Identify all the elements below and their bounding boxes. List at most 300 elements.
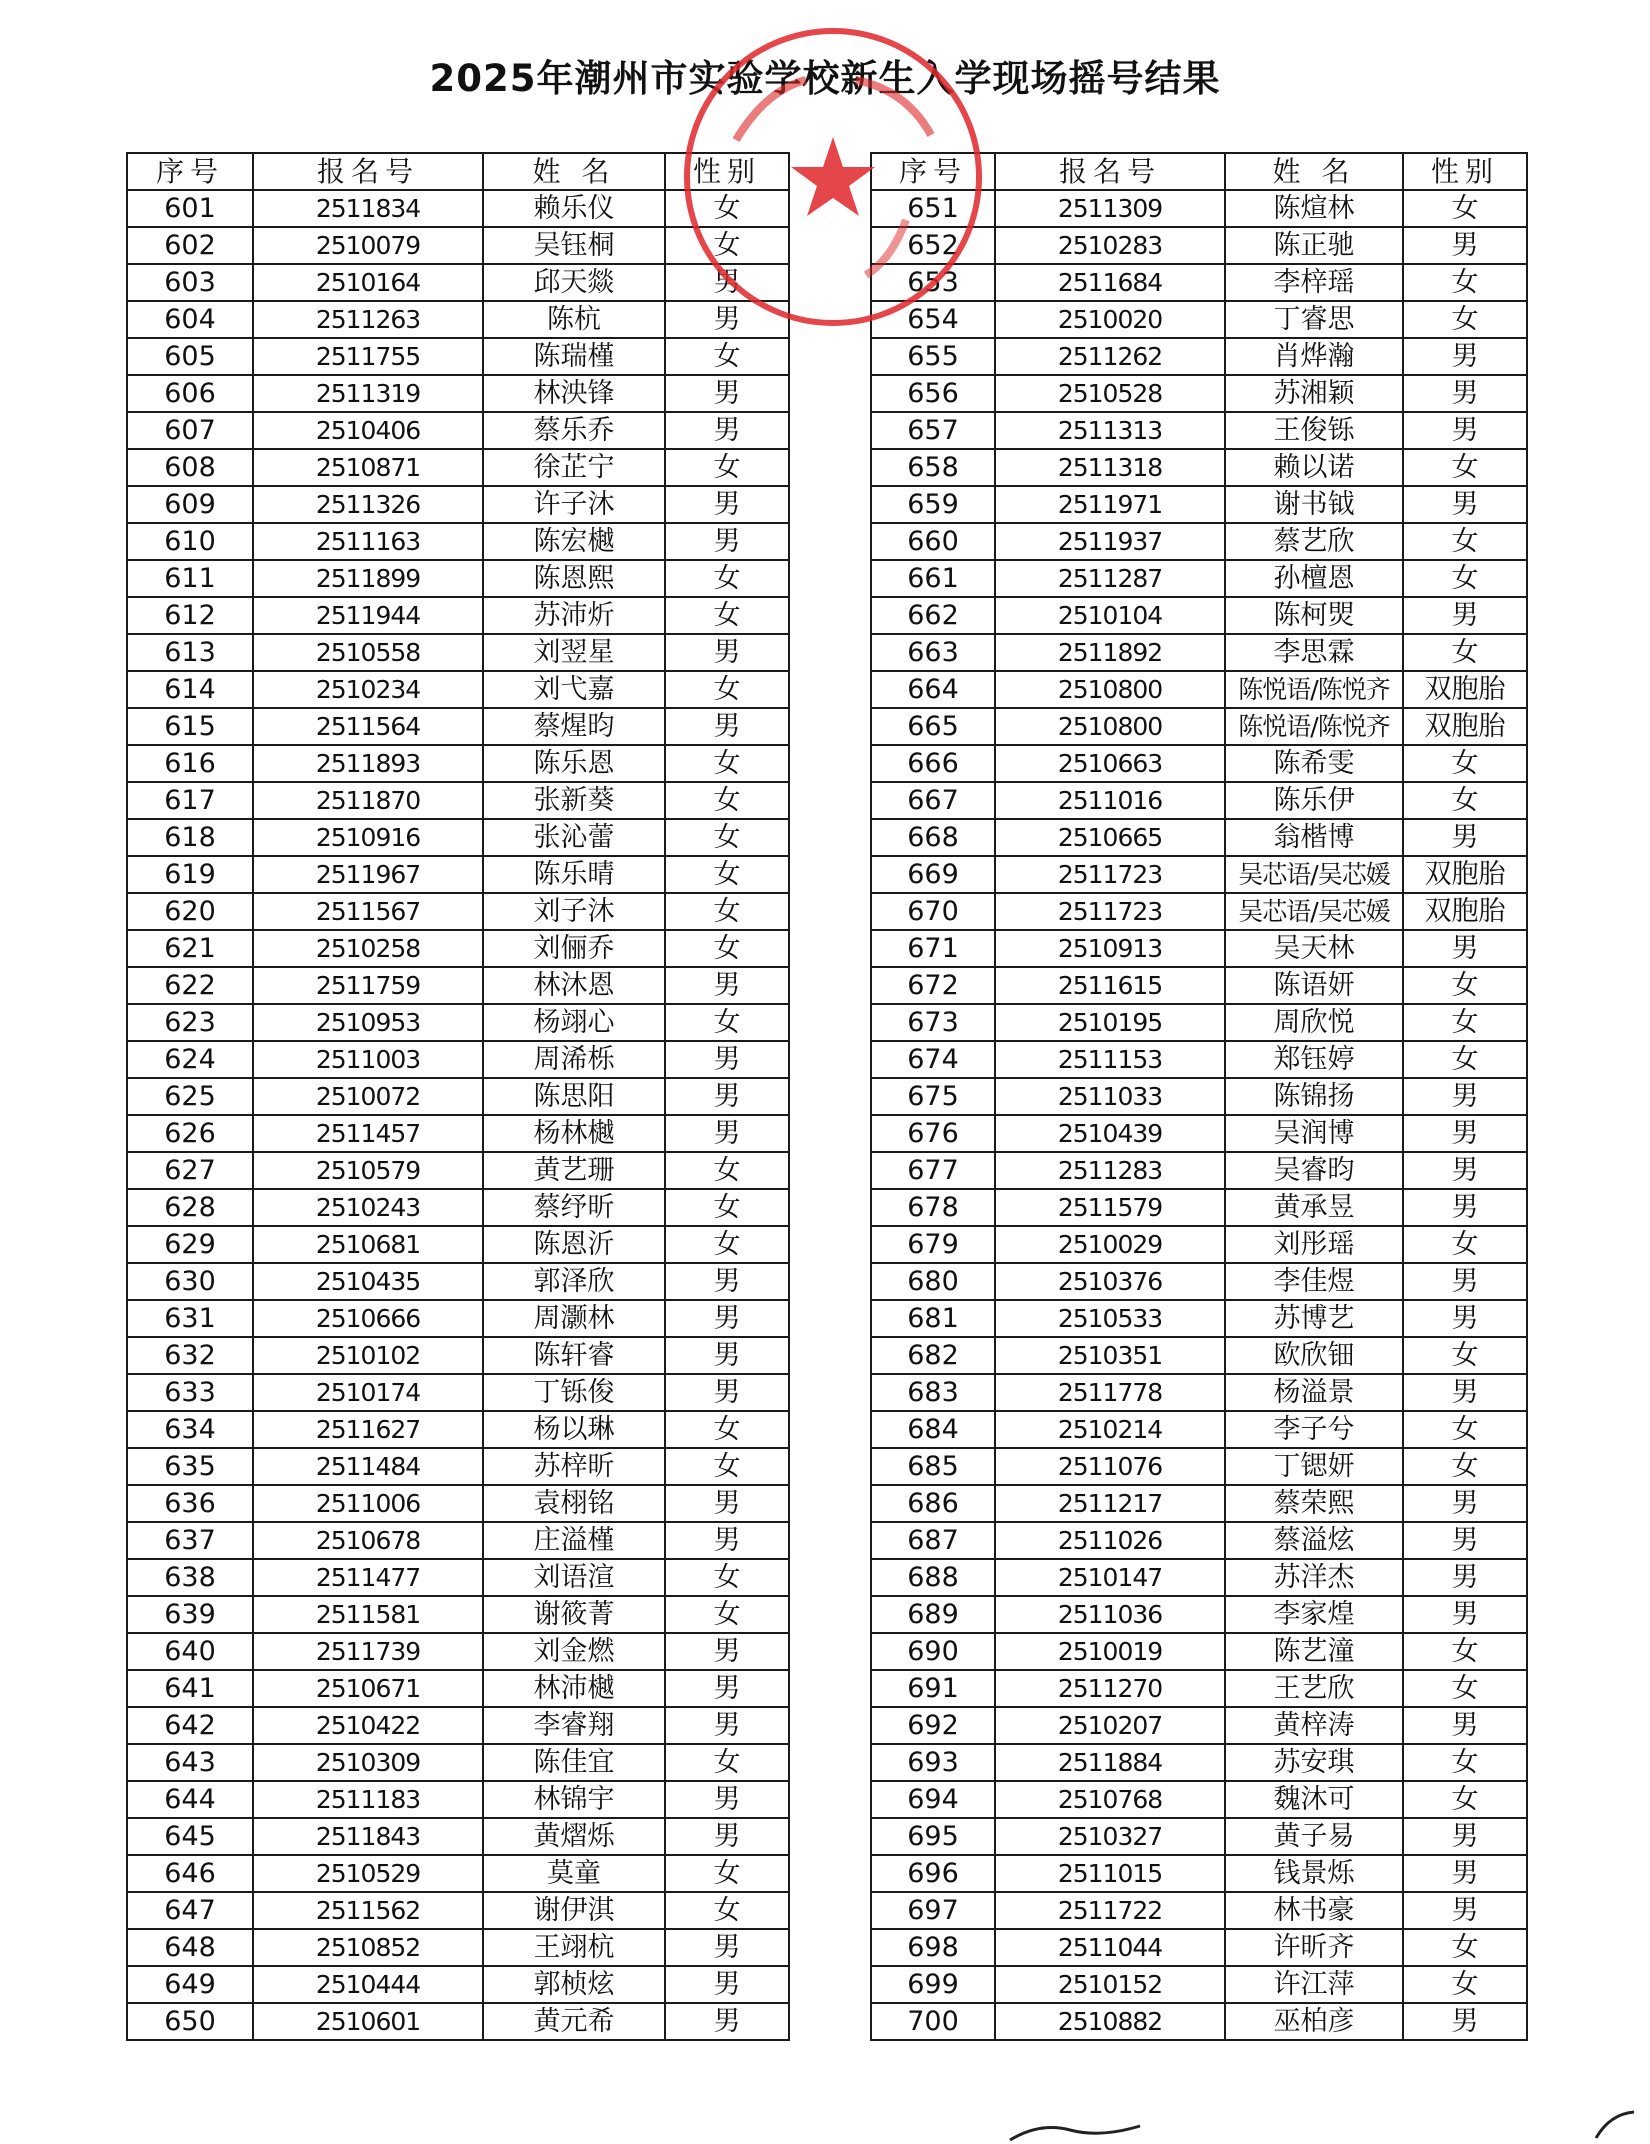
- name-cell: 刘语渲: [483, 1559, 665, 1596]
- reg-no-cell: 2511967: [253, 856, 483, 893]
- gender-cell: 女: [1403, 1226, 1527, 1263]
- table-row: [871, 1707, 1527, 1744]
- name-cell: 许子沐: [483, 486, 665, 523]
- gender-cell: 女: [665, 671, 789, 708]
- name-cell: 苏沛炘: [483, 597, 665, 634]
- reg-no-cell: 2511615: [995, 967, 1225, 1004]
- header-gender: 性别: [665, 153, 789, 190]
- reg-no-cell: 2511183: [253, 1781, 483, 1818]
- gender-cell: 女: [665, 1152, 789, 1189]
- name-cell: 吴睿昀: [1225, 1152, 1403, 1189]
- name-cell: 苏博艺: [1225, 1300, 1403, 1337]
- seq-cell: 677: [871, 1152, 995, 1189]
- gender-cell: 男: [665, 708, 789, 745]
- table-row: [871, 375, 1527, 412]
- name-cell: 陈锦扬: [1225, 1078, 1403, 1115]
- table-row: [127, 1855, 789, 1892]
- table-row: [871, 2003, 1527, 2040]
- seq-cell: 650: [127, 2003, 253, 2040]
- seq-cell: 640: [127, 1633, 253, 1670]
- name-cell: 王俊铄: [1225, 412, 1403, 449]
- name-cell: 刘子沐: [483, 893, 665, 930]
- seq-cell: 695: [871, 1818, 995, 1855]
- reg-no-cell: 2511579: [995, 1189, 1225, 1226]
- name-cell: 林沐恩: [483, 967, 665, 1004]
- reg-no-cell: 2510243: [253, 1189, 483, 1226]
- gender-cell: 女: [1403, 634, 1527, 671]
- gender-cell: 女: [1403, 967, 1527, 1004]
- seq-cell: 686: [871, 1485, 995, 1522]
- name-cell: 刘彤瑶: [1225, 1226, 1403, 1263]
- seq-cell: 693: [871, 1744, 995, 1781]
- name-cell: 徐芷宁: [483, 449, 665, 486]
- name-cell: 林书豪: [1225, 1892, 1403, 1929]
- gender-cell: 男: [665, 1707, 789, 1744]
- reg-no-cell: 2511016: [995, 782, 1225, 819]
- seq-cell: 667: [871, 782, 995, 819]
- gender-cell: 女: [665, 782, 789, 819]
- table-row: [127, 1004, 789, 1041]
- table-row: [127, 301, 789, 338]
- seq-cell: 683: [871, 1374, 995, 1411]
- reg-no-cell: 2510258: [253, 930, 483, 967]
- table-row: [127, 1707, 789, 1744]
- seq-cell: 641: [127, 1670, 253, 1707]
- gender-cell: 女: [665, 893, 789, 930]
- name-cell: 丁锶妍: [1225, 1448, 1403, 1485]
- seq-cell: 662: [871, 597, 995, 634]
- gender-cell: 男: [665, 1818, 789, 1855]
- seq-cell: 694: [871, 1781, 995, 1818]
- table-row: [871, 1041, 1527, 1078]
- gender-cell: 女: [1403, 782, 1527, 819]
- gender-cell: 女: [1403, 1041, 1527, 1078]
- reg-no-cell: 2511015: [995, 1855, 1225, 1892]
- seq-cell: 649: [127, 1966, 253, 2003]
- reg-no-cell: 2511627: [253, 1411, 483, 1448]
- gender-cell: 女: [665, 1559, 789, 1596]
- reg-no-cell: 2511971: [995, 486, 1225, 523]
- seq-cell: 690: [871, 1633, 995, 1670]
- name-cell: 陈乐晴: [483, 856, 665, 893]
- reg-no-cell: 2510558: [253, 634, 483, 671]
- seq-cell: 699: [871, 1966, 995, 2003]
- reg-no-cell: 2511899: [253, 560, 483, 597]
- gender-cell: 男: [665, 412, 789, 449]
- name-cell: 陈瑞槿: [483, 338, 665, 375]
- seq-cell: 626: [127, 1115, 253, 1152]
- reg-no-cell: 2511003: [253, 1041, 483, 1078]
- gender-cell: 男: [1403, 1078, 1527, 1115]
- table-row: [871, 1781, 1527, 1818]
- reg-no-cell: 2510800: [995, 671, 1225, 708]
- table-row: [127, 486, 789, 523]
- table-row: [127, 1670, 789, 1707]
- reg-no-cell: 2510283: [995, 227, 1225, 264]
- table-row: [871, 1189, 1527, 1226]
- table-row: [127, 1485, 789, 1522]
- reg-no-cell: 2511217: [995, 1485, 1225, 1522]
- table-row: [871, 227, 1527, 264]
- gender-cell: 男: [1403, 597, 1527, 634]
- header-seq: 序号: [127, 153, 253, 190]
- seq-cell: 645: [127, 1818, 253, 1855]
- name-cell: 王翊杭: [483, 1929, 665, 1966]
- header-row: [871, 153, 1527, 190]
- table-row: [871, 1411, 1527, 1448]
- table-row: [871, 782, 1527, 819]
- gender-cell: 女: [665, 597, 789, 634]
- seq-cell: 652: [871, 227, 995, 264]
- table-row: [127, 1559, 789, 1596]
- seq-cell: 624: [127, 1041, 253, 1078]
- seq-cell: 630: [127, 1263, 253, 1300]
- name-cell: 蔡溢炫: [1225, 1522, 1403, 1559]
- reg-no-cell: 2510174: [253, 1374, 483, 1411]
- reg-no-cell: 2510435: [253, 1263, 483, 1300]
- gender-cell: 男: [1403, 1707, 1527, 1744]
- seq-cell: 647: [127, 1892, 253, 1929]
- seq-cell: 614: [127, 671, 253, 708]
- table-row: [127, 967, 789, 1004]
- seq-cell: 606: [127, 375, 253, 412]
- reg-no-cell: 2511313: [995, 412, 1225, 449]
- reg-no-cell: 2511457: [253, 1115, 483, 1152]
- corner-mark: [1590, 2108, 1640, 2142]
- seq-cell: 658: [871, 449, 995, 486]
- name-cell: 陈恩沂: [483, 1226, 665, 1263]
- header-row: [127, 153, 789, 190]
- reg-no-cell: 2510529: [253, 1855, 483, 1892]
- seq-cell: 668: [871, 819, 995, 856]
- table-row: [127, 1818, 789, 1855]
- reg-no-cell: 2511287: [995, 560, 1225, 597]
- gender-cell: 男: [665, 523, 789, 560]
- seq-cell: 675: [871, 1078, 995, 1115]
- name-cell: 巫柏彦: [1225, 2003, 1403, 2040]
- table-row: [127, 338, 789, 375]
- gender-cell: 男: [1403, 412, 1527, 449]
- name-cell: 苏湘颖: [1225, 375, 1403, 412]
- gender-cell: 男: [1403, 1263, 1527, 1300]
- table-row: [871, 634, 1527, 671]
- reg-no-cell: 2510072: [253, 1078, 483, 1115]
- reg-no-cell: 2510309: [253, 1744, 483, 1781]
- table-row: [871, 1966, 1527, 2003]
- seq-cell: 696: [871, 1855, 995, 1892]
- gender-cell: 男: [665, 1041, 789, 1078]
- seq-cell: 659: [871, 486, 995, 523]
- table-row: [871, 1596, 1527, 1633]
- header-gender: 性别: [1403, 153, 1527, 190]
- name-cell: 黄梓涛: [1225, 1707, 1403, 1744]
- gender-cell: 女: [665, 819, 789, 856]
- name-cell: 谢书钺: [1225, 486, 1403, 523]
- seq-cell: 615: [127, 708, 253, 745]
- seq-cell: 628: [127, 1189, 253, 1226]
- name-cell: 莫童: [483, 1855, 665, 1892]
- gender-cell: 女: [665, 1004, 789, 1041]
- name-cell: 黄元希: [483, 2003, 665, 2040]
- name-cell: 林沛樾: [483, 1670, 665, 1707]
- name-cell: 苏洋杰: [1225, 1559, 1403, 1596]
- reg-no-cell: 2510533: [995, 1300, 1225, 1337]
- seq-cell: 654: [871, 301, 995, 338]
- table-row: [871, 1744, 1527, 1781]
- table-row: [127, 893, 789, 930]
- reg-no-cell: 2510104: [995, 597, 1225, 634]
- table-row: [871, 1633, 1527, 1670]
- document-title: 2025年潮州市实验学校新生入学现场摇号结果: [429, 57, 1221, 100]
- table-row: [127, 708, 789, 745]
- gender-cell: 男: [1403, 375, 1527, 412]
- table-row: [871, 560, 1527, 597]
- name-cell: 陈思阳: [483, 1078, 665, 1115]
- table-row: [871, 1818, 1527, 1855]
- reg-no-cell: 2511722: [995, 1892, 1225, 1929]
- seq-cell: 664: [871, 671, 995, 708]
- name-cell: 刘俪乔: [483, 930, 665, 967]
- name-cell: 苏梓昕: [483, 1448, 665, 1485]
- table-row: [127, 1263, 789, 1300]
- table-row: [127, 1078, 789, 1115]
- seq-cell: 636: [127, 1485, 253, 1522]
- table-row: [871, 1300, 1527, 1337]
- seq-cell: 689: [871, 1596, 995, 1633]
- seq-cell: 669: [871, 856, 995, 893]
- table-row: [871, 301, 1527, 338]
- seq-cell: 621: [127, 930, 253, 967]
- name-cell: 李佳煜: [1225, 1263, 1403, 1300]
- reg-no-cell: 2511033: [995, 1078, 1225, 1115]
- gender-cell: 男: [665, 1781, 789, 1818]
- gender-cell: 男: [665, 1929, 789, 1966]
- gender-cell: 女: [665, 1226, 789, 1263]
- gender-cell: 女: [1403, 1744, 1527, 1781]
- reg-no-cell: 2511778: [995, 1374, 1225, 1411]
- table-row: [871, 1004, 1527, 1041]
- reg-no-cell: 2511723: [995, 856, 1225, 893]
- name-cell: 陈恩熙: [483, 560, 665, 597]
- reg-no-cell: 2511026: [995, 1522, 1225, 1559]
- seq-cell: 653: [871, 264, 995, 301]
- reg-no-cell: 2510020: [995, 301, 1225, 338]
- gender-cell: 男: [1403, 227, 1527, 264]
- reg-no-cell: 2511036: [995, 1596, 1225, 1633]
- gender-cell: 男: [665, 1300, 789, 1337]
- reg-no-cell: 2511893: [253, 745, 483, 782]
- seq-cell: 613: [127, 634, 253, 671]
- gender-cell: 男: [665, 301, 789, 338]
- name-cell: 林锦宇: [483, 1781, 665, 1818]
- header-name: 姓 名: [483, 153, 665, 190]
- gender-cell: 男: [1403, 1818, 1527, 1855]
- table-row: [127, 1374, 789, 1411]
- gender-cell: 男: [665, 1633, 789, 1670]
- seq-cell: 604: [127, 301, 253, 338]
- gender-cell: 男: [1403, 486, 1527, 523]
- table-row: [127, 1929, 789, 1966]
- reg-no-cell: 2511318: [995, 449, 1225, 486]
- table-row: [127, 856, 789, 893]
- seq-cell: 631: [127, 1300, 253, 1337]
- seq-cell: 665: [871, 708, 995, 745]
- seq-cell: 657: [871, 412, 995, 449]
- table-row: [871, 449, 1527, 486]
- seq-cell: 684: [871, 1411, 995, 1448]
- table-row: [127, 1596, 789, 1633]
- name-cell: 陈佳宜: [483, 1744, 665, 1781]
- seq-cell: 618: [127, 819, 253, 856]
- seq-cell: 655: [871, 338, 995, 375]
- gender-cell: 男: [1403, 2003, 1527, 2040]
- table-row: [127, 227, 789, 264]
- table-row: [871, 1929, 1527, 1966]
- gender-cell: 男: [1403, 1596, 1527, 1633]
- header-reg-no: 报名号: [253, 153, 483, 190]
- gender-cell: 男: [665, 1966, 789, 2003]
- seq-cell: 607: [127, 412, 253, 449]
- seq-cell: 629: [127, 1226, 253, 1263]
- name-cell: 孙檀恩: [1225, 560, 1403, 597]
- gender-cell: 男: [665, 967, 789, 1004]
- gender-cell: 女: [1403, 1448, 1527, 1485]
- name-cell: 刘翌星: [483, 634, 665, 671]
- gender-cell: 女: [665, 1892, 789, 1929]
- name-cell: 蔡乐乔: [483, 412, 665, 449]
- name-cell: 李家煌: [1225, 1596, 1403, 1633]
- table-row: [871, 523, 1527, 560]
- gender-cell: 男: [1403, 1522, 1527, 1559]
- reg-no-cell: 2510528: [995, 375, 1225, 412]
- reg-no-cell: 2510351: [995, 1337, 1225, 1374]
- gender-cell: 双胞胎: [1403, 671, 1527, 708]
- gender-cell: 男: [665, 1337, 789, 1374]
- name-cell: 郑钰婷: [1225, 1041, 1403, 1078]
- table-row: [127, 634, 789, 671]
- seq-cell: 660: [871, 523, 995, 560]
- table-row: [127, 1152, 789, 1189]
- name-cell: 陈杭: [483, 301, 665, 338]
- name-cell: 赖乐仪: [483, 190, 665, 227]
- reg-no-cell: 2511309: [995, 190, 1225, 227]
- table-row: [871, 1115, 1527, 1152]
- reg-no-cell: 2510579: [253, 1152, 483, 1189]
- reg-no-cell: 2511723: [995, 893, 1225, 930]
- name-cell: 黄熠烁: [483, 1818, 665, 1855]
- reg-no-cell: 2511283: [995, 1152, 1225, 1189]
- name-cell: 谢伊淇: [483, 1892, 665, 1929]
- table-row: [127, 560, 789, 597]
- gender-cell: 男: [665, 1485, 789, 1522]
- gender-cell: 男: [1403, 819, 1527, 856]
- table-row: [127, 264, 789, 301]
- seq-cell: 679: [871, 1226, 995, 1263]
- name-cell: 杨以琳: [483, 1411, 665, 1448]
- reg-no-cell: 2510164: [253, 264, 483, 301]
- name-cell: 蔡荣熙: [1225, 1485, 1403, 1522]
- gender-cell: 女: [1403, 1004, 1527, 1041]
- lottery-table-right: [870, 152, 1528, 2041]
- name-cell: 陈悦语/陈悦齐: [1225, 708, 1403, 745]
- gender-cell: 女: [665, 745, 789, 782]
- name-cell: 钱景烁: [1225, 1855, 1403, 1892]
- table-row: [127, 1744, 789, 1781]
- name-cell: 丁铄俊: [483, 1374, 665, 1411]
- seq-cell: 670: [871, 893, 995, 930]
- gender-cell: 女: [665, 1744, 789, 1781]
- gender-cell: 女: [665, 1448, 789, 1485]
- name-cell: 陈正驰: [1225, 227, 1403, 264]
- name-cell: 蔡煋昀: [483, 708, 665, 745]
- seq-cell: 635: [127, 1448, 253, 1485]
- gender-cell: 男: [665, 1522, 789, 1559]
- name-cell: 王艺欣: [1225, 1670, 1403, 1707]
- reg-no-cell: 2510671: [253, 1670, 483, 1707]
- seq-cell: 643: [127, 1744, 253, 1781]
- table-row: [871, 671, 1527, 708]
- name-cell: 刘金燃: [483, 1633, 665, 1670]
- gender-cell: 男: [665, 2003, 789, 2040]
- seq-cell: 611: [127, 560, 253, 597]
- table-row: [127, 1448, 789, 1485]
- table-row: [127, 449, 789, 486]
- reg-no-cell: 2511581: [253, 1596, 483, 1633]
- table-row: [127, 1115, 789, 1152]
- reg-no-cell: 2511567: [253, 893, 483, 930]
- gender-cell: 女: [1403, 1670, 1527, 1707]
- reg-no-cell: 2510916: [253, 819, 483, 856]
- gender-cell: 女: [1403, 1781, 1527, 1818]
- reg-no-cell: 2510800: [995, 708, 1225, 745]
- reg-no-cell: 2510327: [995, 1818, 1225, 1855]
- name-cell: 陈宏樾: [483, 523, 665, 560]
- seq-cell: 603: [127, 264, 253, 301]
- name-cell: 张新葵: [483, 782, 665, 819]
- table-row: [127, 930, 789, 967]
- seq-cell: 610: [127, 523, 253, 560]
- table-row: [871, 708, 1527, 745]
- name-cell: 黄艺珊: [483, 1152, 665, 1189]
- name-cell: 陈希雯: [1225, 745, 1403, 782]
- table-row: [871, 1078, 1527, 1115]
- seq-cell: 698: [871, 1929, 995, 1966]
- name-cell: 庄溢槿: [483, 1522, 665, 1559]
- name-cell: 吴润博: [1225, 1115, 1403, 1152]
- name-cell: 陈悦语/陈悦齐: [1225, 671, 1403, 708]
- gender-cell: 女: [665, 560, 789, 597]
- reg-no-cell: 2510079: [253, 227, 483, 264]
- gender-cell: 女: [1403, 449, 1527, 486]
- name-cell: 邱天燚: [483, 264, 665, 301]
- reg-no-cell: 2510152: [995, 1966, 1225, 2003]
- seq-cell: 672: [871, 967, 995, 1004]
- gender-cell: 男: [665, 1115, 789, 1152]
- seq-cell: 605: [127, 338, 253, 375]
- table-row: [871, 338, 1527, 375]
- gender-cell: 双胞胎: [1403, 708, 1527, 745]
- seq-cell: 680: [871, 1263, 995, 1300]
- reg-no-cell: 2511477: [253, 1559, 483, 1596]
- reg-no-cell: 2510207: [995, 1707, 1225, 1744]
- reg-no-cell: 2511326: [253, 486, 483, 523]
- table-row: [127, 1892, 789, 1929]
- seq-cell: 623: [127, 1004, 253, 1041]
- seq-cell: 625: [127, 1078, 253, 1115]
- reg-no-cell: 2510768: [995, 1781, 1225, 1818]
- table-row: [871, 412, 1527, 449]
- name-cell: 李睿翔: [483, 1707, 665, 1744]
